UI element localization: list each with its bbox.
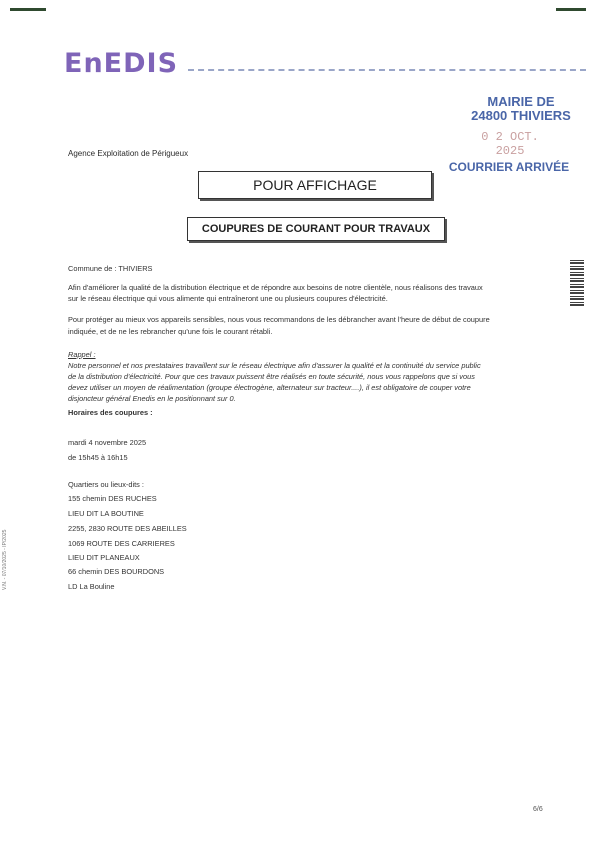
quartier-item: 1069 ROUTE DES CARRIERES	[68, 539, 175, 548]
commune-label: Commune de : THIVIERS	[68, 264, 153, 273]
protect-line-2: indiquée, et de ne les rebrancher qu'une fois le courant rétabli.	[68, 327, 273, 336]
rappel-line-3: devez utiliser un moyen de réalimentation (groupe électrogène, alternateur sur tracteur....), il est obligatoire de couper votre	[68, 383, 471, 392]
enedis-logo: EnEDIS	[64, 48, 179, 79]
intro-line-2: sur le réseau électrique qui vous alimente qui entraîneront une ou plusieurs coupures d'électricité.	[68, 294, 388, 303]
datamatrix-code	[570, 258, 584, 306]
quartier-item: 155 chemin DES RUCHES	[68, 494, 157, 503]
horaires-title: Horaires des coupures :	[68, 408, 153, 417]
side-reference: V.N. - 07/10/2025 - IP/2025	[2, 529, 8, 590]
quartier-item: LIEU DIT LA BOUTINE	[68, 509, 144, 518]
stamp-date: 0 2 OCT. 2025	[481, 130, 539, 158]
quartier-item: LD La Bouline	[68, 582, 115, 591]
intro-line-1: Afin d'améliorer la qualité de la distribution électrique et de répondre aux besoins de notre clientèle, nous réalisons des travaux	[68, 283, 483, 292]
rappel-line-2: de la distribution d'électricité. Pour que ces travaux puissent être réalisés en toute sécurité, nous vous rappelons que si vous	[68, 372, 475, 381]
header-rule	[188, 69, 586, 71]
stamp-courrier: COURRIER ARRIVÉE	[448, 160, 570, 174]
horaires-date: mardi 4 novembre 2025	[68, 438, 147, 447]
quartier-item: 66 chemin DES BOURDONS	[68, 567, 165, 576]
quartiers-title: Quartiers ou lieux-dits :	[68, 480, 144, 489]
page-number: 6/6	[533, 806, 543, 813]
rappel-line-4: disjoncteur général Enedis en le positionnant sur 0.	[68, 394, 236, 403]
rappel-title: Rappel :	[68, 350, 96, 359]
title-coupures-text: COUPURES DE COURANT POUR TRAVAUX	[201, 223, 431, 235]
title-pour-affichage-text: POUR AFFICHAGE	[253, 177, 377, 193]
quartier-item: 2255, 2830 ROUTE DES ABEILLES	[68, 524, 187, 533]
scan-corner-mark-left	[10, 8, 46, 11]
horaires-time: de 15h45 à 16h15	[68, 453, 128, 462]
stamp-mairie: MAIRIE DE	[487, 94, 555, 109]
rappel-line-1: Notre personnel et nos prestataires travaillent sur le réseau électrique afin d'assurer la qualité et la continuité du service public	[68, 361, 481, 370]
title-coupures	[187, 217, 445, 241]
protect-line-1: Pour protéger au mieux vos appareils sensibles, nous vous recommandons de les débrancher avant l'heure de début de coupure	[68, 315, 490, 324]
agency-label: Agence Exploitation de Périgueux	[68, 149, 189, 158]
stamp-town: 24800 THIVIERS	[471, 108, 571, 123]
scan-corner-mark-right	[556, 8, 586, 11]
quartier-item: LIEU DIT PLANEAUX	[68, 553, 140, 562]
title-pour-affichage	[198, 171, 432, 199]
